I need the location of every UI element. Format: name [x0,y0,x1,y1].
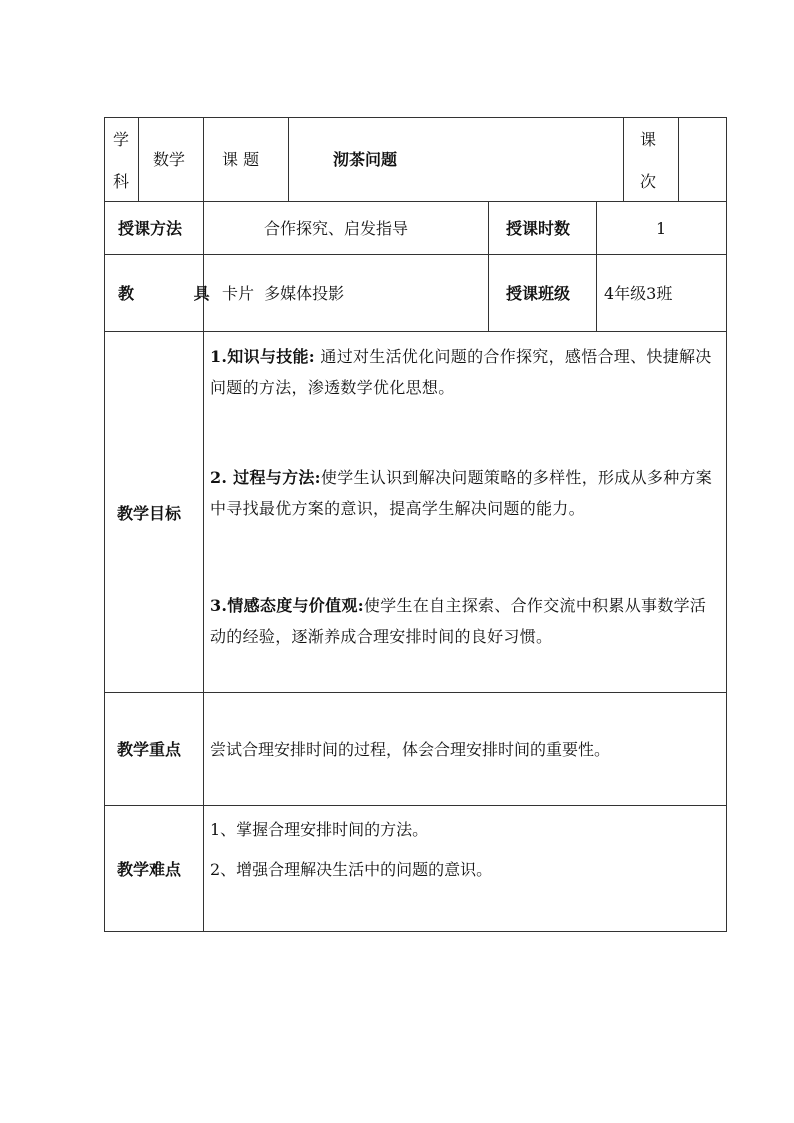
key-points-text: 尝试合理安排时间的过程，体会合理安排时间的重要性。 [210,740,611,759]
method-value: 合作探究、启发指导 [264,219,409,238]
key-points-label: 教学重点 [117,740,182,759]
goal-text: 使学生在自主探索、合作交流中积累从事数学活动的经验，逐渐养成合理安排时间的良好习惯。 [210,596,707,646]
goal-title: 3.情感态度与价值观: [210,596,364,615]
goal-text: 通过对生活优化问题的合作探究，感悟合理、快捷解决问题的方法，渗透数学优化思想。 [210,347,712,397]
goal-title: 2. 过程与方法: [210,468,321,487]
hours-label: 授课时数 [506,219,571,238]
row-divider [104,805,727,806]
hours-value: 1 [656,219,667,238]
topic-value: 沏茶问题 [333,150,398,169]
difficulties-label: 教学难点 [117,860,182,879]
col-divider [678,117,679,201]
col-divider [288,117,289,201]
topic-label: 课 题 [222,150,260,169]
tools-label: 教 具 [118,284,237,303]
lesson-count-label: 次 [640,172,657,191]
row-divider [104,331,727,332]
goal-item [210,341,722,403]
goal-text: 使学生认识到解决问题策略的多样性，形成从多种方案中寻找最优方案的意识，提高学生解决问题的能力。 [210,468,713,518]
goal-item [210,462,722,524]
tools-value: 卡片 多媒体投影 [222,284,345,303]
col-divider [203,117,204,932]
method-label: 授课方法 [118,219,183,238]
subject-label: 科 [113,172,130,191]
row-divider [104,254,727,255]
subject-value: 数学 [153,150,186,169]
row-divider [104,201,727,202]
col-divider [488,201,489,331]
lesson-count-label: 课 [640,130,657,149]
goal-title: 1.知识与技能: [210,347,316,366]
subject-label: 学 [113,130,130,149]
goal-item [210,590,722,652]
col-divider [623,117,624,201]
lesson-plan-table [104,117,727,932]
row-divider [104,692,727,693]
difficulty-item: 2、增强合理解决生活中的问题的意识。 [210,860,493,879]
difficulty-item: 1、掌握合理安排时间的方法。 [210,820,429,839]
class-value: 4年级3班 [604,284,673,303]
class-label: 授课班级 [506,284,571,303]
goals-label: 教学目标 [117,504,182,523]
col-divider [596,201,597,331]
col-divider [138,117,139,201]
